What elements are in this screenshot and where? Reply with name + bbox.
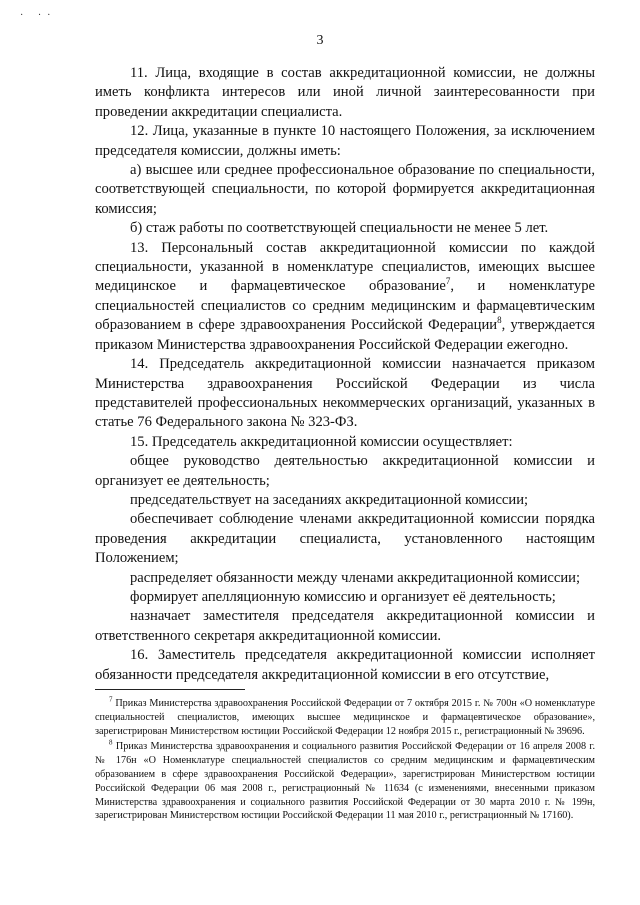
footnote-marker-8: 8 xyxy=(109,739,113,747)
page-number: 3 xyxy=(316,33,324,48)
paragraph-12-a: а) высшее или среднее профессиональное образование по специальности, соответствующей специальности, по которой формируется аккредитационная комиссия; xyxy=(95,162,595,217)
footnote-8-text: Приказ Министерства здравоохранения и социального развития Российской Федерации от 16 апреля 2008 г. № 176н «О Номенклатуре специальностей специалистов со средним медицинским и фармацевтическим образованием в сфере здравоохранения Российской Федерации», зарегистрирован Министерством юстиции Российской Федерации 06 мая 2008 г., регистрационный № 11634 (с изменениями, внесенными приказом Министерства здравоохранения и социального развития Российской Федерации от 30 марта 2010 г. № 199н, зарегистрирован Министерством юстиции Российской Федерации 11 мая 2010 г., регистрационный № 17160). xyxy=(95,741,595,822)
footnote-divider xyxy=(95,689,245,690)
paragraph-12-b: б) стаж работы по соответствующей специальности не менее 5 лет. xyxy=(130,220,549,237)
footnote-marker-7: 7 xyxy=(109,695,113,704)
paragraph-13-part-a: 13. Персональный состав аккредитационной комиссии по каждой специальности, указанной в номенклатуре специалистов, имеющих высшее медицинское и фармацевтическое образование xyxy=(95,239,595,295)
paragraph-12: 12. Лица, указанные в пункте 10 настоящего Положения, за исключением председателя комиссии, должны иметь: xyxy=(95,123,595,159)
paragraph-15-item-1: общее руководство деятельностью аккредитационной комиссии и организует ее деятельность; xyxy=(95,453,595,489)
paragraph-15-item-3: обеспечивает соблюдение членами аккредитационной комиссии порядка проведения аккредитации специалиста, установленного настоящим Положением; xyxy=(95,511,595,567)
paragraph-14: 14. Председатель аккредитационной комиссии назначается приказом Министерства здравоохранения Российской Федерации из числа представителей профессиональных некоммерческих организаций, указанных в статье 76 Федерального закона № 323-ФЗ. xyxy=(95,356,595,431)
paragraph-15-item-5: формирует апелляционную комиссию и организует её деятельность; xyxy=(130,588,556,605)
document-body xyxy=(95,64,595,685)
paragraph-15-item-6: назначает заместителя председателя аккредитационной комиссии и ответственного секретаря аккредитационной комиссии. xyxy=(95,608,595,644)
paragraph-11: 11. Лица, входящие в состав аккредитационной комиссии, не должны иметь конфликта интересов или иной личной заинтересованности при проведении аккредитации специалиста. xyxy=(95,65,595,120)
paragraph-15-item-4: распределяет обязанности между членами аккредитационной комиссии; xyxy=(130,569,581,586)
footnote-7 xyxy=(95,697,595,738)
footnote-ref-7[interactable]: 7 xyxy=(445,276,451,287)
paragraph-16: 16. Заместитель председателя аккредитационной комиссии исполняет обязанности председателя аккредитационной комиссии в его отсутствие, xyxy=(95,647,595,683)
paragraph-15-item-2: председательствует на заседаниях аккредитационной комиссии; xyxy=(130,491,529,508)
footnote-8 xyxy=(95,740,595,823)
footnote-7-text: Приказ Министерства здравоохранения Российской Федерации от 7 октября 2015 г. № 700н «О номенклатуре специальностей специалистов, имеющих высшее медицинское и фармацевтическое образование», зарегистрирован Министерством юстиции Российской Федерации 12 ноября 2015 г., регистрационный № 39696. xyxy=(95,698,595,737)
paragraph-13-part-b: , и номенклатуре специальностей специалистов со средним медицинским и фармацевтическим образованием в сфере здравоохранения Российской Федерации xyxy=(95,278,595,334)
paragraph-13-part-c: , утверждается приказом Министерства здравоохранения Российской Федерации ежегодно. xyxy=(95,317,596,353)
paragraph-15: 15. Председатель аккредитационной комиссии осуществляет: xyxy=(130,433,513,450)
scan-artifact-mark: · ·· xyxy=(20,10,57,21)
paragraph-13 xyxy=(95,239,595,355)
footnotes xyxy=(95,697,595,825)
footnote-ref-8[interactable]: 8 xyxy=(497,315,502,326)
